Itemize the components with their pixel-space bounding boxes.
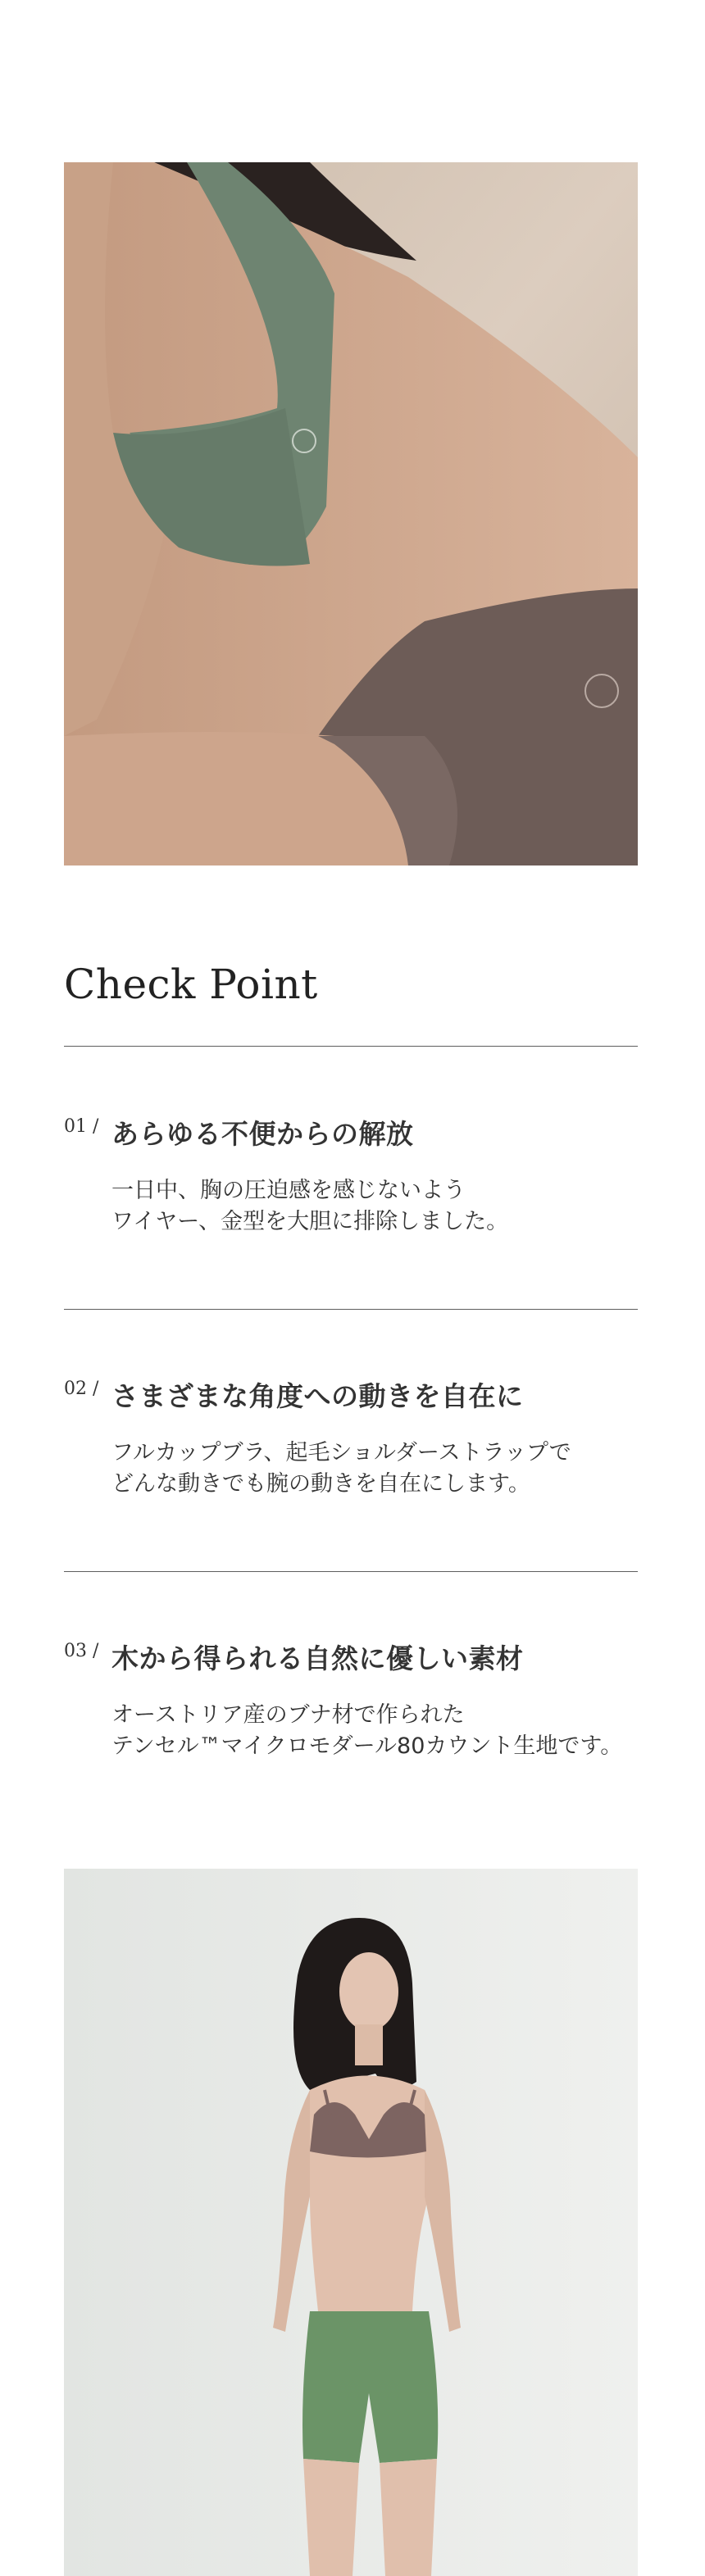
point-title: 木から得られる自然に優しい素材 [111,1642,524,1674]
point-description [111,1175,508,1238]
divider [64,1046,638,1047]
section-heading: Check Point [64,961,318,1008]
divider [64,1309,638,1310]
point-number: 03 / [64,1641,99,1661]
point-number: 01 / [64,1116,99,1137]
point-description-line: オーストリア産のブナ材で作られた [111,1702,465,1728]
point-title: あらゆる不便からの解放 [111,1118,414,1150]
photo-illustration-model [64,1869,638,2576]
point-number: 02 / [64,1379,99,1399]
photo-illustration-top [64,162,638,865]
point-description-line: ワイヤー、金型を大胆に排除しました。 [111,1209,509,1234]
point-description-line: 一日中、胸の圧迫感を感じないよう [111,1178,466,1203]
point-description [111,1438,571,1500]
point-title: さまざまな角度への動きを自在に [111,1380,524,1412]
point-description-line: テンセル™マイクロモダール80カウント生地です。 [111,1733,623,1759]
product-photo-model [64,1869,638,2576]
point-description [111,1700,622,1762]
divider [64,1571,638,1572]
point-description-line: フルカップブラ、起毛ショルダーストラップで [111,1440,571,1465]
product-photo-top [64,162,638,865]
point-description-line: どんな動きでも腕の動きを自在にします。 [111,1471,530,1497]
